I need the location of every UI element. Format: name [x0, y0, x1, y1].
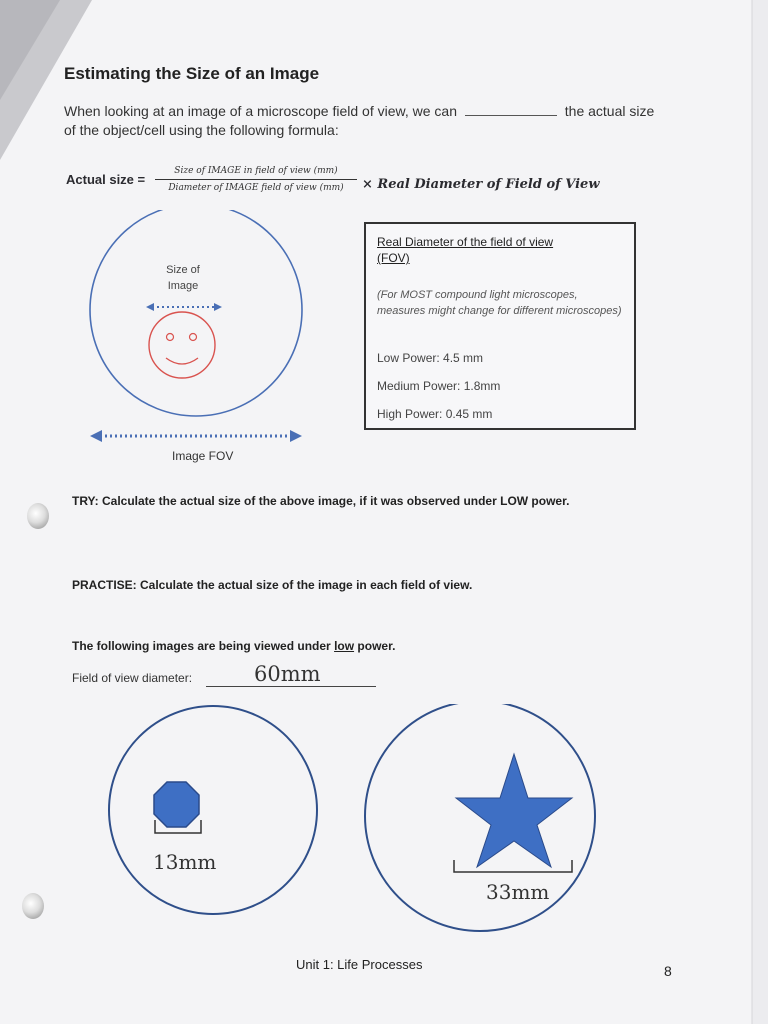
instruction-after: power.	[357, 639, 396, 653]
binder-hole-bottom	[22, 893, 44, 919]
smiley-right-eye	[190, 334, 197, 341]
formula-multiplier: × Real Diameter of Field of View	[362, 177, 600, 192]
star-size-bracket	[454, 860, 572, 872]
size-label-line2: Image	[167, 280, 199, 292]
fill-in-blank	[465, 103, 557, 116]
low-power-instruction	[72, 639, 395, 653]
low-power-value: Low Power: 4.5 mm	[377, 351, 484, 365]
high-power-value: High Power: 0.45 mm	[377, 407, 493, 421]
intro-line2: of the object/cell using the following formula:	[64, 122, 339, 138]
image-fov-label: Image FOV	[172, 449, 234, 463]
size-of-image-label	[150, 262, 216, 294]
smiley-mouth	[166, 358, 198, 364]
fov-circle	[90, 210, 302, 416]
fov-diagram	[80, 210, 320, 450]
fov-arrow-left-head	[90, 430, 102, 442]
medium-power-value: Medium Power: 1.8mm	[377, 379, 501, 393]
smiley-face	[149, 312, 215, 378]
formula-fraction	[155, 166, 357, 193]
page-footer: Unit 1: Life Processes	[296, 957, 423, 972]
fov-circle-star	[350, 704, 610, 934]
fov-circle-octagon	[100, 700, 330, 930]
practise-heading: PRACTISE: Calculate the actual size of the image in each field of view.	[72, 578, 473, 592]
fov-diameter-answer-line	[206, 686, 376, 687]
fov-box-header-line1: Real Diameter of the field of view	[377, 235, 554, 249]
fov-box-header-line2: (FOV)	[377, 251, 410, 265]
fov-box-header	[377, 234, 617, 266]
formula-denominator: Diameter of IMAGE field of view (mm)	[168, 183, 344, 193]
star-shape	[456, 754, 572, 867]
instruction-underlined: low	[334, 639, 355, 653]
handwritten-star-size: 33mm	[486, 880, 550, 904]
size-arrow-right-head	[214, 303, 222, 311]
intro-line1-after: the actual size	[564, 103, 655, 119]
fov-diameter-label: Field of view diameter:	[72, 671, 193, 685]
try-question: TRY: Calculate the actual size of the above image, if it was observed under LOW power.	[72, 494, 570, 508]
fov-reference-box	[364, 222, 636, 430]
octagon-shape	[154, 782, 199, 827]
fov-arrow-right-head	[290, 430, 302, 442]
handwritten-fov-value: 60mm	[254, 662, 321, 686]
instruction-before: The following images are being viewed under	[72, 639, 331, 653]
fov-box-note: (For MOST compound light microscopes, measures might change for different microscopes)	[377, 289, 622, 317]
page-title: Estimating the Size of an Image	[64, 64, 320, 83]
size-label-line1: Size of	[166, 264, 200, 276]
formula-label: Actual size =	[66, 172, 146, 187]
formula-numerator: Size of IMAGE in field of view (mm)	[155, 166, 357, 180]
size-arrow-left-head	[146, 303, 154, 311]
binder-hole-top	[27, 503, 49, 529]
intro-line1-before: When looking at an image of a microscope field of view, we can	[64, 103, 457, 119]
smiley-left-eye	[167, 334, 174, 341]
page-number: 8	[664, 963, 672, 979]
handwritten-octagon-size: 13mm	[153, 850, 217, 874]
